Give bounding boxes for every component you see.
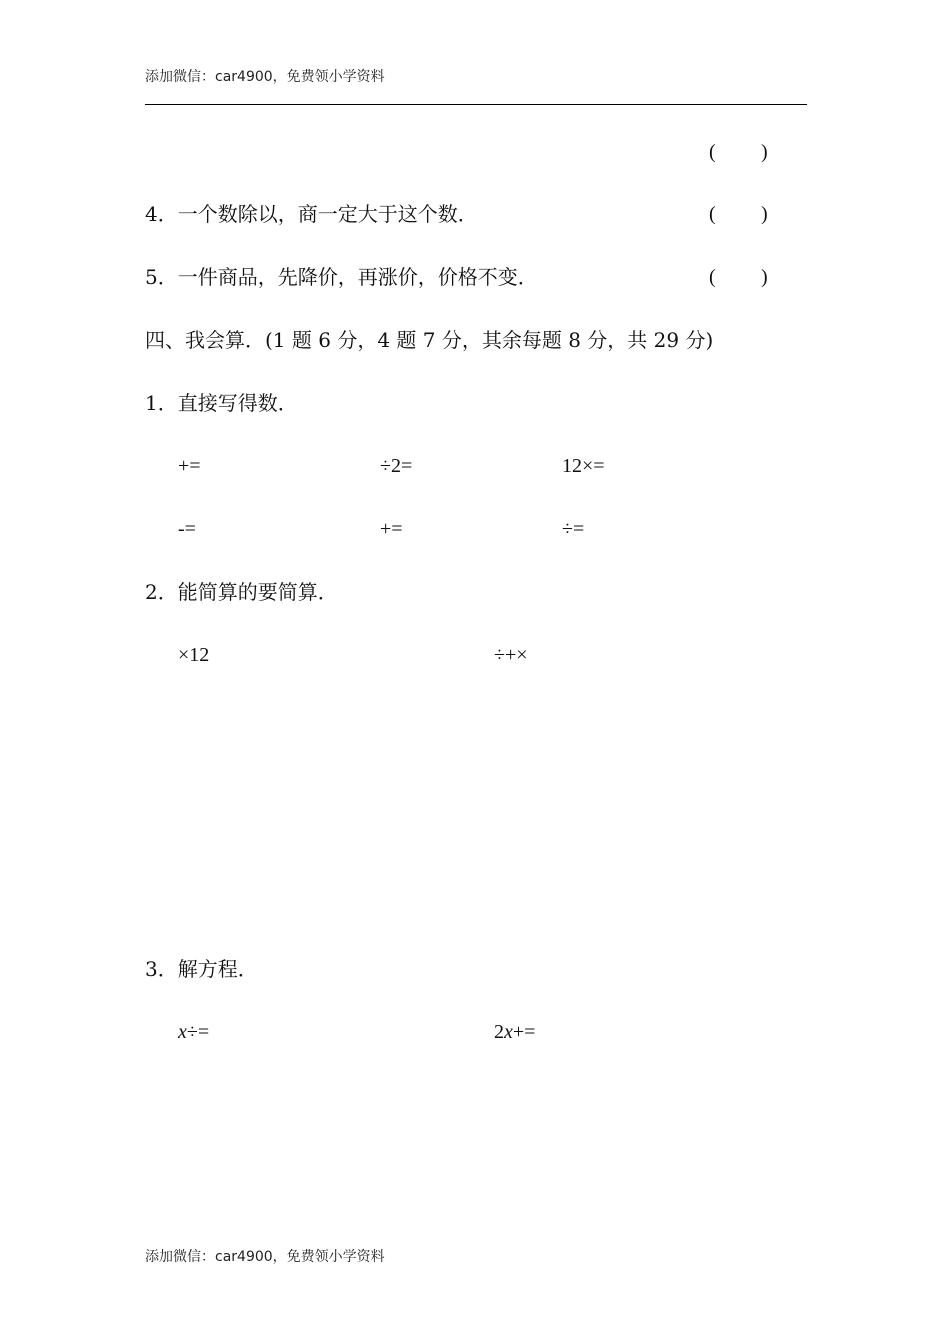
equation-2 bbox=[494, 1020, 535, 1044]
answer-paren-close: ) bbox=[761, 141, 768, 163]
calc-item: ÷2= bbox=[380, 455, 413, 477]
coefficient: 2 bbox=[494, 1021, 504, 1043]
answer-paren-open: ( bbox=[709, 141, 716, 163]
section-title: 四、我会算．(1 题 6 分，4 题 7 分，其余每题 8 分，共 29 分) bbox=[145, 328, 714, 352]
calc-item: ÷= bbox=[562, 518, 585, 540]
calc-item: += bbox=[178, 455, 201, 477]
simplify-item: ×12 bbox=[178, 644, 210, 666]
calc-item: -= bbox=[178, 518, 196, 540]
judge-item-4: 4．一个数除以，商一定大于这个数． bbox=[145, 202, 478, 226]
equation-rest: += bbox=[512, 1021, 536, 1043]
question-2-title: 2．能简算的要简算． bbox=[145, 580, 338, 604]
judge-item-5: 5．一件商品，先降价，再涨价，价格不变． bbox=[145, 265, 538, 289]
equation-rest: ÷= bbox=[186, 1021, 210, 1043]
answer-paren-open: ( bbox=[709, 203, 716, 225]
question-3-title: 3．解方程． bbox=[145, 957, 258, 981]
simplify-item: ÷+× bbox=[494, 644, 528, 666]
answer-paren-close: ) bbox=[761, 266, 768, 288]
calc-item: += bbox=[380, 518, 403, 540]
header-divider bbox=[145, 104, 807, 105]
question-1-title: 1．直接写得数． bbox=[145, 391, 298, 415]
answer-paren-close: ) bbox=[761, 203, 768, 225]
page-footer: 添加微信：car4900，免费领小学资料 bbox=[145, 1249, 385, 1265]
variable-x: x bbox=[504, 1021, 513, 1043]
variable-x: x bbox=[178, 1021, 187, 1043]
equation-1 bbox=[178, 1020, 209, 1044]
answer-paren-open: ( bbox=[709, 266, 716, 288]
calc-item: 12×= bbox=[562, 455, 605, 477]
page-header: 添加微信：car4900，免费领小学资料 bbox=[145, 69, 385, 85]
